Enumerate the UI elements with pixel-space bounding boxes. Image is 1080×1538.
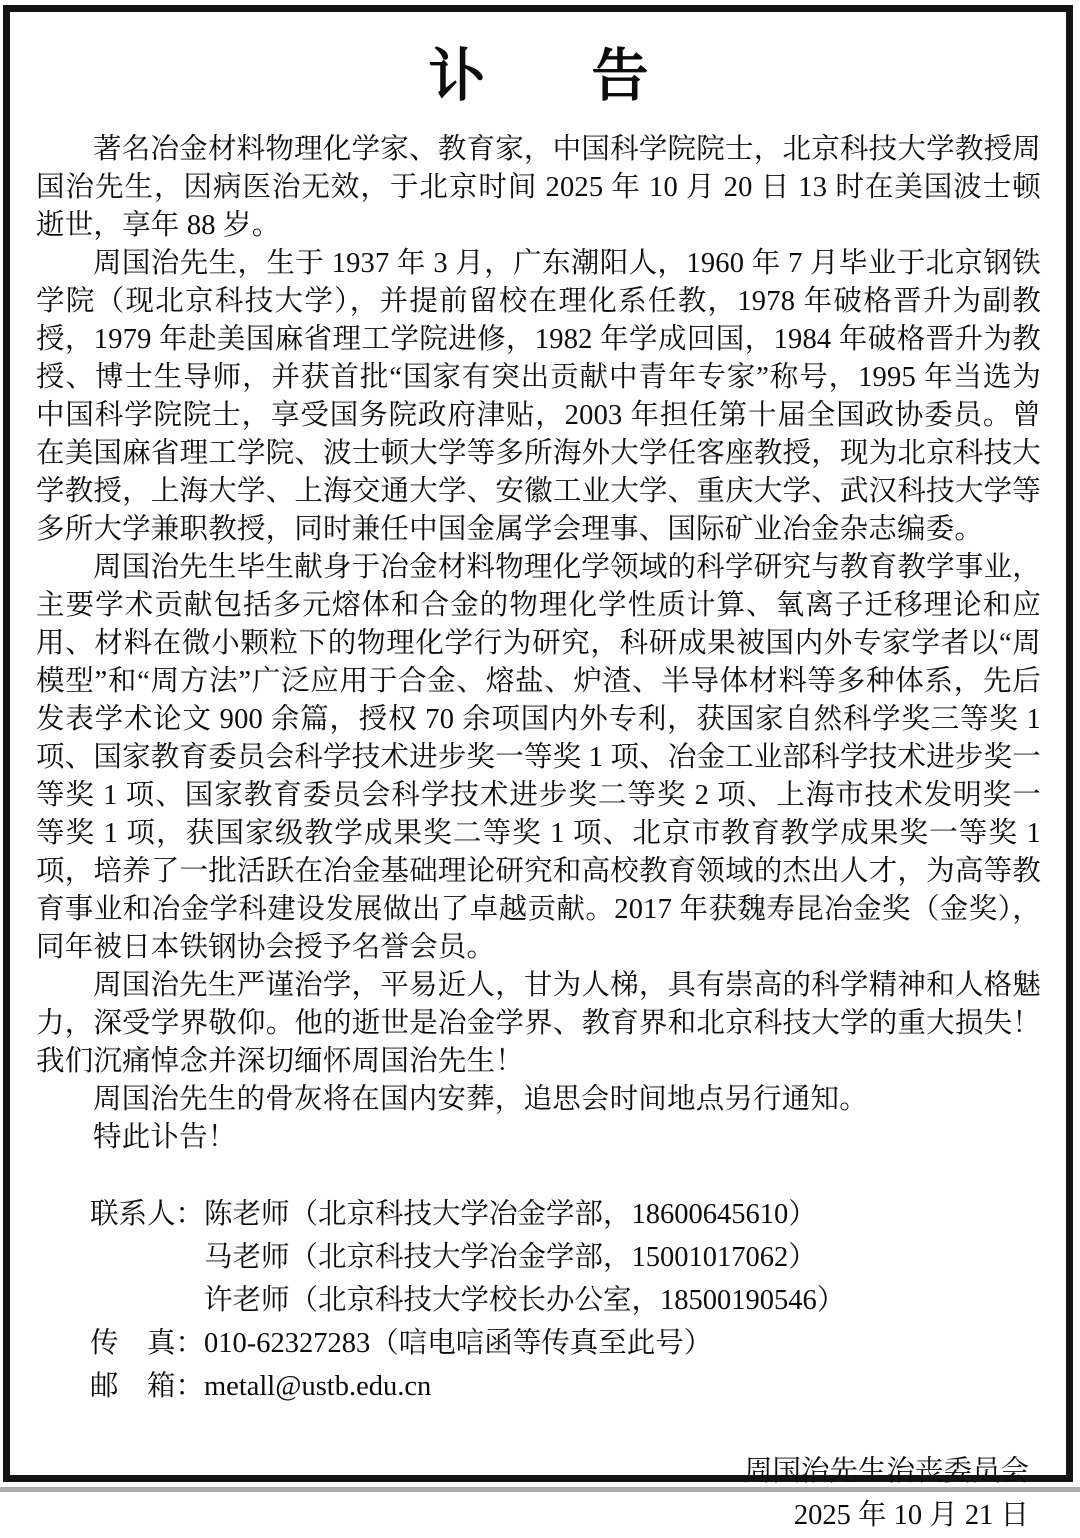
contact-row-xu [90, 1279, 1041, 1322]
paragraph-achievements: 周国治先生毕生献身于冶金材料物理化学领域的科学研究与教育教学事业，主要学术贡献包括多元熔体和合金的物理化学性质计算、氧离子迁移理论和应用、材料在微小颗粒下的物理化学行为研究，科研成果被国内外专家学者以“周模型”和“周方法”广泛应用于合金、熔盐、炉渣、半导体材料等多种体系，先后发表学术论文 900 余篇，授权 70 余项国内外专利，获国家自然科学奖三等奖 1 项、国家教育委员会科学技术进步奖一等奖 1 项、冶金工业部科学技术进步奖一等奖 1 项、国家教育委员会科学技术进步奖二等奖 2 项、上海市技术发明奖一等奖 1 项，获国家级教学成果奖二等奖 1 项、北京市教育教学成果奖一等奖 1 项，培养了一批活跃在冶金基础理论研究和高校教育领域的杰出人才，为高等教育事业和冶金学科建设发展做出了卓越贡献。2017 年获魏寿昆冶金奖（金奖），同年被日本铁钢协会授予名誉会员。 [36, 551, 1041, 963]
contact-label-email: 邮 箱： [90, 1370, 205, 1402]
contact-row-email [90, 1365, 1041, 1408]
contact-value-chen: 陈老师（北京科技大学冶金学部，18600645610） [204, 1198, 817, 1230]
contact-value-xu: 许老师（北京科技大学校长办公室，18500190546） [204, 1284, 846, 1316]
signature-committee: 周国治先生治丧委员会 [743, 1455, 1029, 1487]
paragraph-closing: 特此讣告！ [93, 1121, 237, 1153]
scan-bottom-edge [0, 1487, 1080, 1492]
contact-row-fax [90, 1322, 1041, 1365]
contact-value-email: metall@ustb.edu.cn [204, 1370, 432, 1402]
contact-value-fax: 010-62327283（唁电唁函等传真至此号） [204, 1327, 713, 1359]
contact-label-persons: 联系人： [90, 1198, 205, 1230]
paragraph-biography: 周国治先生，生于 1937 年 3 月，广东潮阳人，1960 年 7 月毕业于北京钢铁学院（现北京科技大学），并提前留校在理化系任教，1978 年破格晋升为副教授，1979 年赴美国麻省理工学院进修，1982 年学成回国，1984 年破格晋升为教授、博士生导师，并获首批“国家有突出贡献中青年专家”称号，1995 年当选为中国科学院院士，享受国务院政府津贴，2003 年担任第十届全国政协委员。曾在美国麻省理工学院、波士顿大学等多所海外大学任客座教授，现为北京科技大学教授，上海大学、上海交通大学、安徽工业大学、重庆大学、武汉科技大学等多所大学兼职教授，同时兼任中国金属学会理事、国际矿业冶金杂志编委。 [36, 247, 1041, 545]
contact-block [90, 1193, 1041, 1408]
contact-row-ma [90, 1236, 1041, 1279]
contact-row-chen [90, 1193, 1041, 1236]
title-char-1: 讣 [428, 45, 486, 108]
paragraph-tribute: 周国治先生严谨治学，平易近人，甘为人梯，具有崇高的科学精神和人格魅力，深受学界敬仰。他的逝世是冶金学界、教育界和北京科技大学的重大损失！我们沉痛悼念并深切缅怀周国治先生！ [36, 969, 1041, 1077]
contact-label-fax: 传 真： [90, 1327, 205, 1359]
paragraph-burial-notice: 周国治先生的骨灰将在国内安葬，追思会时间地点另行通知。 [93, 1083, 868, 1115]
title-char-2: 告 [591, 45, 649, 108]
signature-block [36, 1450, 1041, 1538]
document-frame [3, 5, 1073, 1531]
page-title [36, 46, 1041, 109]
contact-value-ma: 马老师（北京科技大学冶金学部，15001017062） [204, 1241, 817, 1273]
signature-date: 2025 年 10 月 21 日 [793, 1499, 1029, 1531]
paragraph-death-announcement: 著名冶金材料物理化学家、教育家，中国科学院院士，北京科技大学教授周国治先生，因病医治无效，于北京时间 2025 年 10 月 20 日 13 时在美国波士顿逝世，享年 88 岁。 [36, 133, 1041, 241]
